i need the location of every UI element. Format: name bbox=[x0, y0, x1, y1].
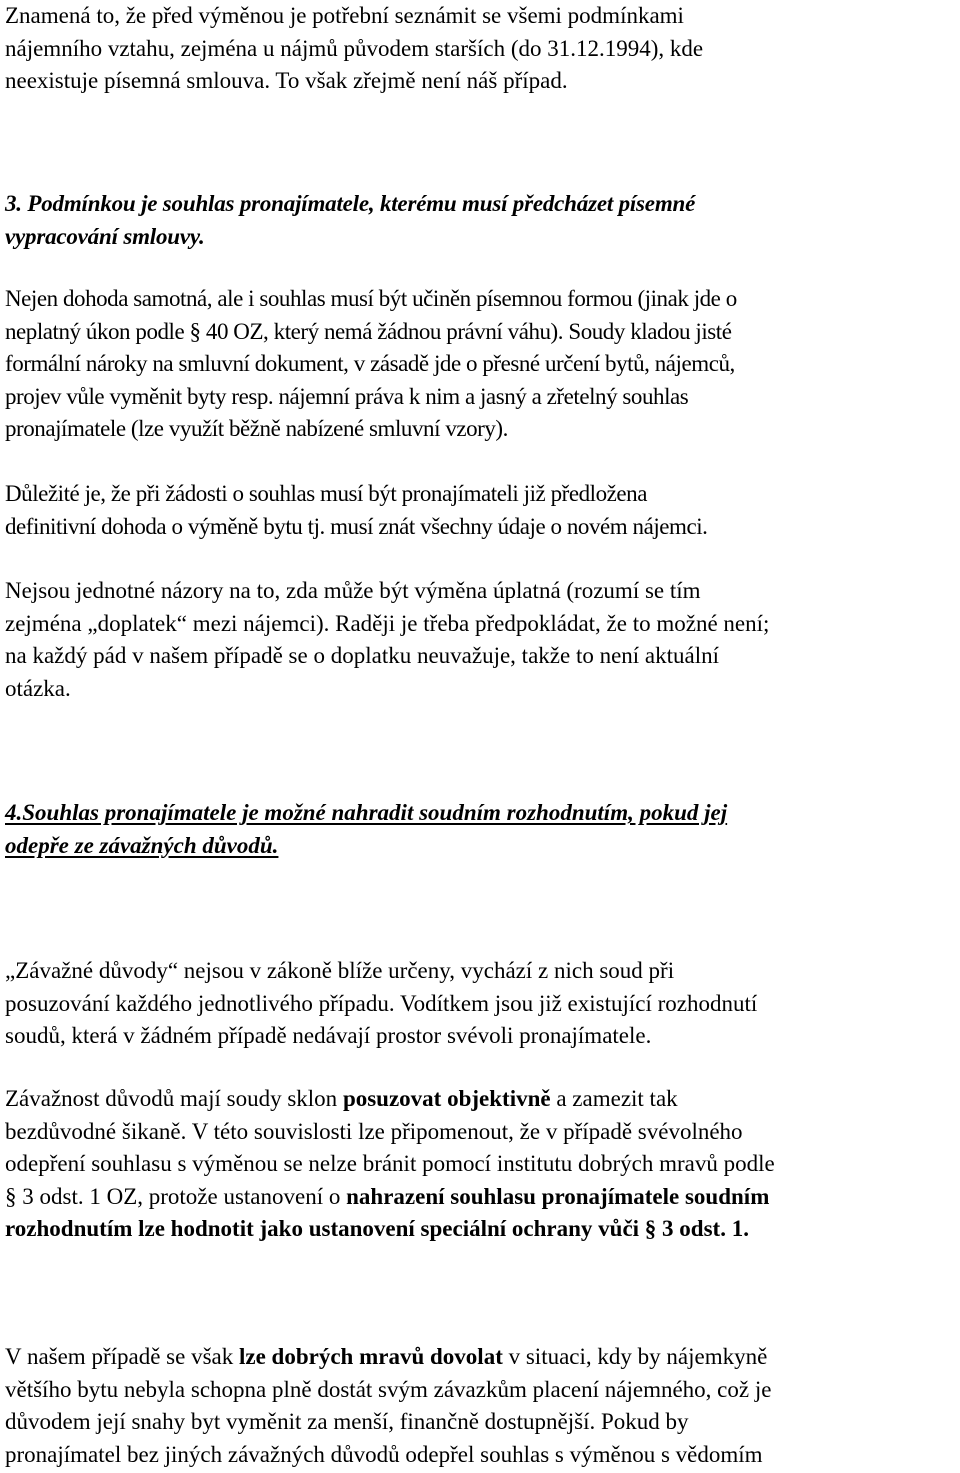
section-3-paragraph-1 bbox=[5, 283, 957, 446]
section-4-paragraph-1 bbox=[5, 955, 957, 1053]
text-line bbox=[5, 1083, 957, 1116]
section-4-paragraph-2 bbox=[5, 1083, 957, 1246]
text-line: odepření souhlasu s výměnou se nelze bránit pomocí institutu dobrých mravů podle bbox=[5, 1151, 775, 1176]
section-4-heading bbox=[5, 797, 957, 862]
text-line: Znamená to, že před výměnou je potřební seznámit se všemi podmínkami bbox=[5, 3, 684, 28]
bold-phrase: lze dobrých mravů dovolat bbox=[239, 1344, 503, 1369]
text-line: většího bytu nebyla schopna plně dostát svým závazkům placení nájemného, což je bbox=[5, 1376, 772, 1402]
text-line: pronajímatele (lze využít běžně nabízené smluvní vzory). bbox=[5, 416, 508, 441]
text-line: důvodem její snahy byt vyměnit za menší, finančně dostupnější. Pokud by bbox=[5, 1409, 689, 1434]
text-line: neexistuje písemná smlouva. To však zřejmě není náš případ. bbox=[5, 68, 568, 93]
text-line: neplatný úkon podle § 40 OZ, který nemá žádnou právní váhu). Soudy kladou jisté bbox=[5, 318, 732, 344]
section-3-paragraph-3 bbox=[5, 575, 957, 705]
text-line: zejména „doplatek“ mezi nájemci). Raději je třeba předpokládat, že to možné není; bbox=[5, 610, 770, 636]
heading-line: 3. Podmínkou je souhlas pronajímatele, kterému musí předcházet písemné bbox=[5, 191, 696, 216]
text-run: V našem případě se však bbox=[5, 1344, 239, 1369]
text-line: pronajímatel bez jiných závažných důvodů odepřel souhlas s výměnou s vědomím bbox=[5, 1441, 763, 1467]
text-line: soudů, která v žádném případě nedávají prostor svévoli pronajímatele. bbox=[5, 1023, 652, 1048]
text-run: a zamezit tak bbox=[550, 1086, 678, 1111]
text-line: posuzování každého jednotlivého případu. Vodítkem jsou již existující rozhodnutí bbox=[5, 990, 758, 1016]
text-line: formální nároky na smluvní dokument, v zásadě jde o přesné určení bytů, nájemců, bbox=[5, 351, 735, 376]
text-line: bezdůvodné šikaně. V této souvislosti lze připomenout, že v případě svévolného bbox=[5, 1118, 743, 1144]
heading-line: 4.Souhlas pronajímatele je možné nahradit soudním rozhodnutím, pokud jej bbox=[5, 800, 728, 825]
text-line: definitivní dohoda o výměně bytu tj. musí znát všechny údaje o novém nájemci. bbox=[5, 513, 708, 539]
text-line: nájemního vztahu, zejména u nájmů původem starších (do 31.12.1994), kde bbox=[5, 35, 704, 61]
text-line: na každý pád v našem případě se o doplatku neuvažuje, takže to není aktuální bbox=[5, 643, 720, 668]
text-line: projev vůle vyměnit byty resp. nájemní práva k nim a jasný a zřetelný souhlas bbox=[5, 383, 689, 409]
text-run: v situaci, kdy by nájemkyně bbox=[502, 1344, 768, 1369]
text-line bbox=[5, 1181, 957, 1214]
text-line: otázka. bbox=[5, 675, 71, 701]
section-3-paragraph-2 bbox=[5, 478, 957, 543]
text-line bbox=[5, 1341, 957, 1374]
bold-phrase: nahrazení souhlasu pronajímatele soudním bbox=[346, 1183, 770, 1209]
text-line: Nejen dohoda samotná, ale i souhlas musí být učiněn písemnou formou (jinak jde o bbox=[5, 286, 737, 311]
text-line: „Závažné důvody“ nejsou v zákoně blíže určeny, vychází z nich soud při bbox=[5, 958, 675, 983]
text-line: Důležité je, že při žádosti o souhlas musí být pronajímateli již předložena bbox=[5, 481, 647, 506]
bold-phrase: posuzovat objektivně bbox=[342, 1086, 551, 1111]
section-3-heading bbox=[5, 188, 957, 253]
text-line: rozhodnutím lze hodnotit jako ustanovení speciální ochrany vůči § 3 odst. 1. bbox=[5, 1216, 749, 1241]
heading-line: odepře ze závažných důvodů. bbox=[5, 832, 279, 858]
heading-line: vypracování smlouvy. bbox=[5, 223, 205, 249]
section-4-paragraph-3 bbox=[5, 1341, 957, 1471]
text-run: Závažnost důvodů mají soudy sklon bbox=[5, 1086, 343, 1111]
text-line: Nejsou jednotné názory na to, zda může být výměna úplatná (rozumí se tím bbox=[5, 578, 701, 603]
text-run: § 3 odst. 1 OZ, protože ustanovení o bbox=[5, 1183, 347, 1209]
intro-paragraph bbox=[5, 0, 957, 98]
